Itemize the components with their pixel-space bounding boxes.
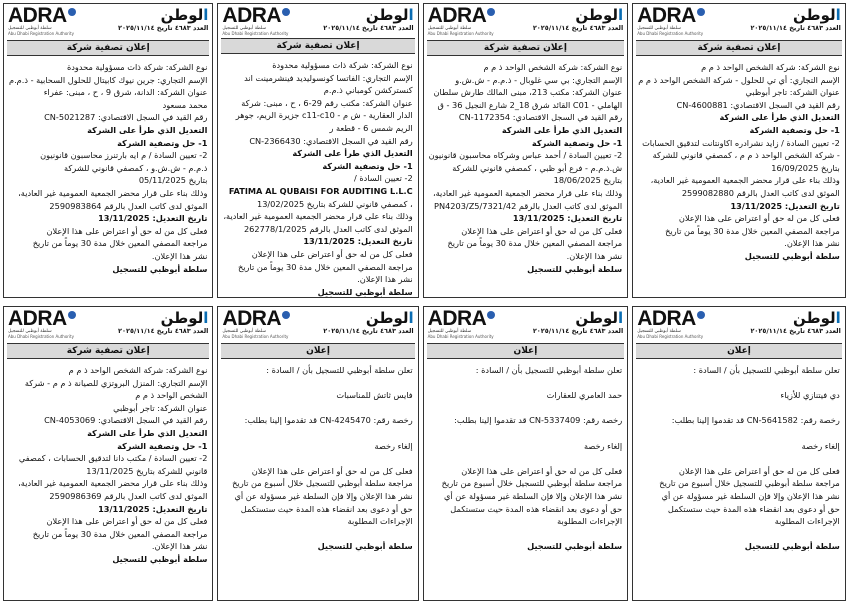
notice-line: الريم شمس 6 - قطعة ر [329,122,413,133]
issue-date: العدد ٤٦٨٣ تاريخ ٢٠٢٥/١١/١٤ [118,327,209,335]
newspaper-name: الوطن [792,309,841,327]
notice-line: 1- حل وتصفية الشركة [531,137,623,148]
notice-line: نوع الشركة: شركة ذات مسؤولية محدودة [272,60,413,70]
adra-wordmark: ADRA [222,4,282,27]
notice-line: نوع الشركة: شركة ذات مسؤولية محدودة [66,62,208,72]
notice-line [429,402,623,415]
notice-line: سلطة أبوظبي للتسجيل [112,553,208,564]
notice-body [424,59,628,297]
notice-header [633,4,845,38]
notice-line: التعديل الذي طرأ على الشركة [87,124,208,135]
notice-header [424,4,628,38]
issue-date: العدد ٤٦٨٣ تاريخ ٢٠٢٥/١١/١٤ [750,327,841,335]
notice-line [223,427,412,440]
authority-name-en: Abu Dhabi Registration Authority [427,31,494,36]
notice-line: 1- حل وتصفية الشركة [322,160,413,171]
notice-line: فعلى كل من له حق أو اعتراض على هذا الإعلان [46,516,208,527]
notice-line: تاريخ التعديل: 13/11/2025 [98,213,208,224]
notice-line: سلطة أبوظبي للتسجيل [112,263,208,274]
notice-line: 2- تعيين السادة / [354,173,413,184]
notice-line: ذ.م.م - ش.ش.و ، كمصفي قانوني للشركة [64,162,208,173]
notice-line: وذلك بناء على قرار محضر الجمعية العمومية غير العادية، [223,211,413,222]
newspaper-masthead [323,309,413,336]
notice-card [423,3,629,298]
issue-date: العدد ٤٦٨٣ تاريخ ٢٠٢٥/١١/١٤ [532,24,624,32]
notice-line: مراجعة سلطة أبوظبي للتسجيل خلال أسبوع من تاريخ [232,478,413,489]
notice-line: نشر هذا الإعلان. [151,250,208,261]
authority-name-ar: سلطة أبوظبي للتسجيل [427,26,472,31]
notice-line [223,402,412,415]
notice-line: رقم القيد في السجل الاقتصادي: CN-1172354 [458,112,623,123]
notice-line: نشر هذا الإعلان. [357,274,413,285]
notice-line: مراجعة المصفي المعين خلال مدة 30 يوماً من تاريخ [32,528,208,539]
notice-card [3,3,213,298]
notice-header [633,307,845,341]
notice-line [223,452,412,465]
notice-line [429,528,623,541]
adra-wordmark: ADRA [8,4,67,27]
notice-line: نشر هذا الإعلان. [566,250,623,261]
notice-line: وذلك بناء على قرار محضر الجمعية العمومية غير العادية، [18,187,208,198]
notice-line: رقم القيد في السجل الاقتصادي: CN-5021287 [44,112,208,123]
notice-title: إعلان تصفية شركة [427,40,625,56]
authority-name-en: Abu Dhabi Registration Authority [8,31,74,36]
notice-header [4,307,212,341]
issue-date: العدد ٤٦٨٣ تاريخ ٢٠٢٥/١١/١٤ [750,24,841,32]
adra-logo [8,309,76,339]
authority-name-en: Abu Dhabi Registration Authority [637,334,704,339]
newspaper-name: الوطن [365,309,414,327]
logo-dot-icon [487,8,495,16]
notice-body [218,57,417,300]
notice-line: FATIMA AL QUBAISI FOR AUDITING L.L.C [228,185,413,196]
notice-line: سلطة أبوظبي للتسجيل [744,541,840,552]
notice-line [429,427,623,440]
notice-line: التعديل الذي طرأ على الشركة [292,148,413,159]
notice-card [217,3,418,298]
issue-date: العدد ٤٦٨٣ تاريخ ٢٠٢٥/١١/١٤ [532,327,624,335]
newspaper-masthead [118,6,208,33]
notice-line: مراجعة المصفي المعين خلال مدة 30 يوماً من تاريخ [665,225,840,236]
issue-date: العدد ٤٦٨٣ تاريخ ٢٠٢٥/١١/١٤ [323,24,414,32]
notice-line: تاريخ التعديل: 13/11/2025 [98,503,208,514]
notice-line: الهاملي - C01 القائد شرق 18_2 شارع النجيل 36 - ق [437,99,623,110]
notice-line: سلطة أبوظبي للتسجيل [317,541,413,552]
notice-card [632,3,846,298]
authority-name-en: Abu Dhabi Registration Authority [222,31,289,36]
notice-line: الإسم التجاري: الفاتسا كونسوليديد فينشرمينت اند [244,72,413,83]
adra-logo [222,6,290,36]
notice-line: تعلن سلطة أبوظبي للتسجيل بأن / السادة : [693,365,840,375]
notice-line: الموثق لدى كاتب العدل بالرقم 2590983864 [49,200,208,211]
notice-line: الإسم التجاري: جرين نيوك كابيتال للحلول السحابية - ذ.م.م [9,74,208,85]
notice-line: التعديل الذي طرأ على الشركة [719,112,840,123]
notice-line: سلطة أبوظبي للتسجيل [527,263,623,274]
notice-line: إلغاء رخصة [374,440,413,451]
notice-line: رقم القيد في السجل الاقتصادي: CN-2366430 [249,135,413,146]
notice-title: إعلان تصفية شركة [221,38,414,54]
notice-line: 1- حل وتصفية الشركة [117,137,208,148]
notice-body [4,59,212,297]
logo-dot-icon [68,8,76,16]
notice-line: 2- تعيين السادة / زايد نشرادره اكاونتانت لتدقيق الحسابات [642,137,840,148]
adra-wordmark: ADRA [222,307,282,330]
notice-line: إلغاء رخصة [584,440,623,451]
logo-dot-icon [697,8,705,16]
logo-dot-icon [68,311,76,319]
notice-line: الموثق لدى كاتب العدل بالرقم 2599082880 [681,187,840,198]
notice-card [3,306,213,601]
authority-name-en: Abu Dhabi Registration Authority [222,334,289,339]
adra-logo [222,309,290,339]
notice-line: رخصة رقم: CN-4245470 قد تقدموا إلينا بطلب: [244,415,413,426]
notice-line: ، كمصفي قانوني للشركة بتاريخ 13/02/2025 [257,198,413,209]
notice-line: الإجراءات المطلوبة [774,516,840,527]
notice-line: عنوان الشركة: تاجر أبوظبي [745,87,840,98]
notice-line: سلطة أبوظبي للتسجيل [527,541,623,552]
newspaper-masthead [118,309,208,336]
notice-line: - شركة الشخص الواحد ذ م م ، كمصفي قانوني للشركة [652,150,840,161]
authority-name-en: Abu Dhabi Registration Authority [8,334,74,339]
notice-line: مراجعة المصفي المعين خلال مدة 30 يوماً من تاريخ [32,238,208,249]
notice-line: نشر هذا الإعلان. [784,238,840,249]
notice-title: إعلان تصفية شركة [636,40,842,56]
notice-title: إعلان [636,343,842,359]
notice-line: نشر هذا الإعلان وإلا فإن السلطة غير مسؤولة عن أي [444,490,623,501]
adra-logo [428,309,496,339]
notice-line: الإسم التجاري: المنزل البروتزي للصيانة ذ م م - شركة [24,377,208,388]
notice-line: رقم القيد في السجل الاقتصادي: CN-4600881 [676,99,840,110]
newspaper-name: الوطن [792,6,841,24]
notice-body [633,362,845,600]
notice-body [4,362,212,600]
notice-line: رخصة رقم: CN-5337409 قد تقدموا إلينا بطلب: [454,415,623,426]
notice-line: نوع الشركة: شركة الشخص الواحد ذ م م [701,62,840,72]
notice-line [638,452,840,465]
notice-line: بتاريخ 18/06/2025 [553,175,623,186]
adra-logo [428,6,496,36]
adra-wordmark: ADRA [427,307,487,330]
authority-name-en: Abu Dhabi Registration Authority [637,31,704,36]
notice-body [633,59,845,297]
notice-line [638,528,840,541]
adra-wordmark: ADRA [637,4,696,27]
notice-line: حمد العامري للعقارات [546,390,623,401]
authority-name-ar: سلطة أبوظبي للتسجيل [8,329,52,334]
notice-line: مراجعة سلطة أبوظبي للتسجيل خلال أسبوع من تاريخ [659,478,840,489]
notice-line: فعلى كل من له حق أو اعتراض على هذا الإعلان [678,465,840,476]
notice-line: التعديل الذي طرأ على الشركة [87,427,208,438]
notice-line: عنوان الشركة: تاجر أبوظبي [113,402,208,413]
adra-logo [637,6,705,36]
authority-name-ar: سلطة أبوظبي للتسجيل [222,26,267,31]
notice-line: تعلن سلطة أبوظبي للتسجيل بأن / السادة : [475,365,623,375]
notice-line [223,528,412,541]
issue-date: العدد ٤٦٨٣ تاريخ ٢٠٢٥/١١/١٤ [323,327,414,335]
newspaper-masthead [750,6,840,33]
notice-header [4,4,212,38]
notice-line: تعلن سلطة أبوظبي للتسجيل بأن / السادة : [266,365,413,375]
notice-line: نوع الشركة: شركة الشخص الواحد ذ م م [483,62,623,72]
authority-name-ar: سلطة أبوظبي للتسجيل [637,26,681,31]
notice-line: الإجراءات المطلوبة [557,516,623,527]
notice-card [423,306,629,601]
notice-line: نشر هذا الإعلان وإلا فإن السلطة غير مسؤولة عن أي [234,490,413,501]
notice-header [424,307,628,341]
newspaper-masthead [533,6,623,33]
notice-line: فعلى كل من له حق أو اعتراض على هذا الإعلان [678,213,840,224]
notice-line: تاريخ التعديل: 13/11/2025 [303,236,413,247]
adra-wordmark: ADRA [637,307,696,330]
notice-line: الموثق لدى كاتب العدل بالرقم 2590986369 [49,490,208,501]
notice-line: تاريخ التعديل: 13/11/2025 [730,200,840,211]
notice-line: الإسم التجاري: بي سي غلوبال - ذ.م.م - ش.ش.و [455,74,623,85]
newspaper-name: الوطن [160,309,209,327]
notice-line: فعلى كل من له حق أو اعتراض على هذا الإعلان [251,248,413,259]
notice-line [429,452,623,465]
adra-logo [8,6,76,36]
notice-line [223,377,412,390]
notice-line: وذلك بناء على قرار محضر الجمعية العمومية غير العادية، [650,175,840,186]
newspaper-name: الوطن [160,6,209,24]
logo-dot-icon [487,311,495,319]
notice-line: نشر هذا الإعلان وإلا فإن السلطة غير مسؤولة عن أي [661,490,840,501]
notice-line: حق أو دعوى بعد انقضاء هذه المدة حيث ستستكمل [240,503,413,514]
notice-line: 1- حل وتصفية الشركة [749,124,840,135]
notice-line: وذلك بناء على قرار محضر الجمعية العمومية غير العادية، [18,478,208,489]
notice-title: إعلان تصفية شركة [7,40,209,56]
notice-line: سلطة أبوظبي للتسجيل [317,286,413,297]
notice-line: 2- تعيين السادة / مكتب دانا لتدقيق الحسابات ، كمصفي [18,453,208,464]
newspaper-masthead [750,309,840,336]
notice-line: ش.ذ.م.م - فرع أبو ظبي ، كمصفي قانوني للشركة [452,162,623,173]
notice-line [429,377,623,390]
notice-body [218,362,417,600]
notice-line: فعلى كل من له حق أو اعتراض على هذا الإعلان [461,225,623,236]
adra-logo [637,309,705,339]
issue-date: العدد ٤٦٨٣ تاريخ ٢٠٢٥/١١/١٤ [118,24,209,32]
authority-name-ar: سلطة أبوظبي للتسجيل [8,26,52,31]
newspaper-masthead [533,309,623,336]
authority-name-ar: سلطة أبوظبي للتسجيل [427,329,472,334]
newspaper-name: الوطن [365,6,414,24]
notice-line: فعلى كل من له حق أو اعتراض على هذا الإعلان [461,465,623,476]
notice-line: قانوني للشركة بتاريخ 13/11/2025 [86,465,208,476]
notice-line: عنوان الشركة: مكتب 213، مبنى المالك طارش سلطان [433,87,623,98]
notice-body [424,362,628,600]
notice-line: الإجراءات المطلوبة [347,516,413,527]
notice-line: 2- تعيين السادة / م ايه بارتنرز محاسبون قانونيون [40,150,208,161]
notice-line: التعديل الذي طرأ على الشركة [501,124,623,135]
authority-name-en: Abu Dhabi Registration Authority [427,334,494,339]
notice-line [638,377,840,390]
notice-line: الدار العقارية - ش م - c11-c10 جزيرة الريم، جوهر [235,110,413,121]
notice-title: إعلان [221,343,414,359]
notice-line: بتاريخ 16/09/2025 [771,162,840,173]
notice-line: فايس ثاتش للمناسبات [336,390,413,401]
notice-line: كنستركشن كومباني ذ.م.م [323,85,413,96]
notice-header [218,307,417,341]
notice-line: مراجعة المصفي المعين خلال مدة 30 يوماً من تاريخ [447,238,623,249]
notice-line: دي فيتنازي للأزياء [780,390,840,401]
notice-line: الموثق لدى كاتب العدل بالرقم 262778/1/2025 [243,223,413,234]
notice-line: نوع الشركة: شركة الشخص الواحد ذ م م [68,365,208,375]
authority-name-ar: سلطة أبوظبي للتسجيل [637,329,681,334]
notice-line: 1- حل وتصفية الشركة [117,440,208,451]
notice-line [638,402,840,415]
notice-line: فعلى كل من له حق أو اعتراض على هذا الإعلان [46,225,208,236]
notice-card [632,306,846,601]
notice-line: حق أو دعوى بعد انقضاء هذه المدة حيث ستستكمل [450,503,623,514]
notice-line: سلطة أبوظبي للتسجيل [744,250,840,261]
adra-wordmark: ADRA [8,307,67,330]
notice-title: إعلان [427,343,625,359]
notice-line: عنوان الشركة: مكتب رقم 29-6 ، ح ، مبنى: شركة [241,97,413,108]
notice-line: رقم القيد في السجل الاقتصادي: CN-4053069 [44,415,208,426]
notice-line: عنوان الشركة: الدانة، شرق 9 ، ح ، مبنى: عفراء [43,87,208,98]
notice-line: الشخص الواحد ذ م م [135,390,208,401]
notice-line: بتاريخ 05/11/2025 [138,175,208,186]
notice-line: نشر هذا الإعلان. [151,541,208,552]
newspaper-name: الوطن [575,309,624,327]
notice-line: إلغاء رخصة [801,440,840,451]
logo-dot-icon [697,311,705,319]
adra-wordmark: ADRA [427,4,487,27]
notice-card [217,306,418,601]
notice-line: حق أو دعوى بعد انقضاء هذه المدة حيث ستستكمل [667,503,840,514]
newspaper-name: الوطن [575,6,624,24]
notice-line: الإسم التجاري: أي تي للحلول - شركة الشخص الواحد ذ م م [638,74,840,85]
notice-line: تاريخ التعديل: 13/11/2025 [512,213,623,224]
notice-line: وذلك بناء على قرار محضر الجمعية العمومية غير العادية، [432,187,623,198]
notice-line [638,427,840,440]
authority-name-ar: سلطة أبوظبي للتسجيل [222,329,267,334]
notice-title: إعلان تصفية شركة [7,343,209,359]
notice-line: رخصة رقم: CN-5641582 قد تقدموا إلينا بطلب: [671,415,840,426]
newspaper-masthead [323,6,413,33]
notice-line: الموثق لدى كاتب العدل بالرقم 7321/42/PN4203/Z5 [434,200,623,211]
notice-header [218,4,417,36]
notice-line: مراجعة سلطة أبوظبي للتسجيل خلال أسبوع من تاريخ [441,478,623,489]
notice-line: مراجعة المصفي المعين خلال مدة 30 يوماً من تاريخ [237,261,413,272]
logo-dot-icon [282,8,290,16]
notice-line: فعلى كل من له حق أو اعتراض على هذا الإعلان [251,465,413,476]
logo-dot-icon [282,311,290,319]
notice-line: محمد مسعود [162,99,208,110]
notice-line: 2- تعيين السادة / أحمد عباس وشركاه محاسبون قانونيون [428,150,623,161]
